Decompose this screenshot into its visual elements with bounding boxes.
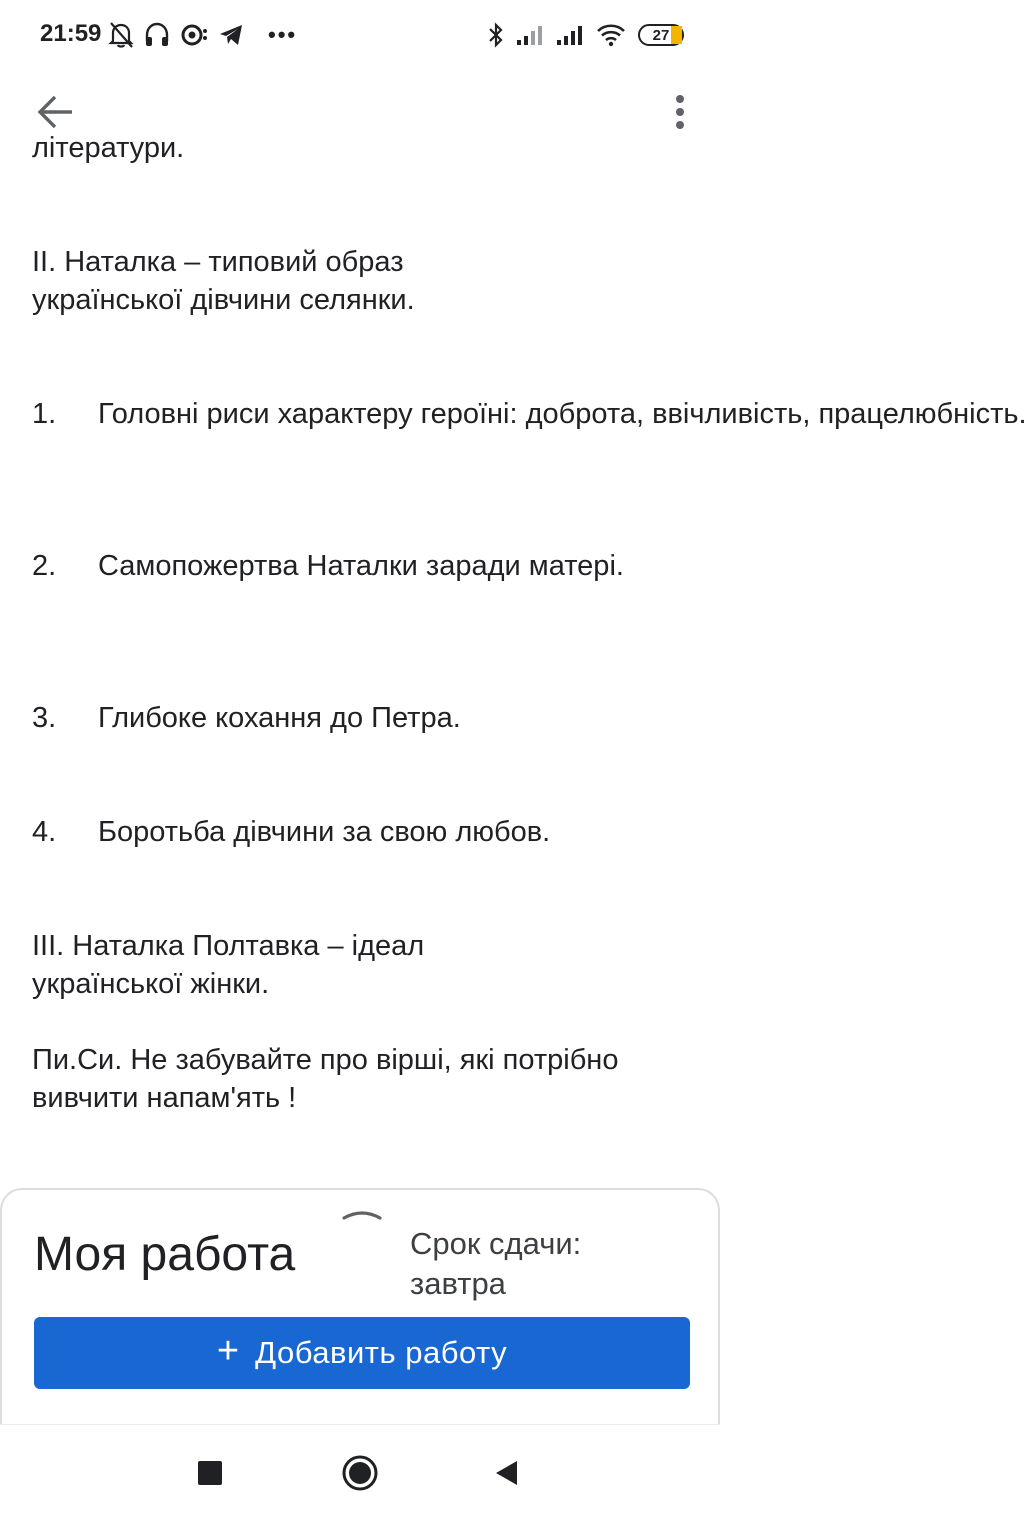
- record-icon: [180, 21, 208, 49]
- text-line: Пи.Си. Не забувайте про вірші, які потрібно: [32, 1044, 619, 1076]
- assignment-description[interactable]: [0, 132, 1027, 1192]
- list-item-number: 4.: [32, 816, 57, 848]
- signal-icon: [516, 24, 544, 46]
- telegram-icon: [218, 22, 244, 48]
- text-line: української жінки.: [32, 968, 270, 1000]
- list-item-text: доброта, ввічливість, працелюбність.: [525, 398, 1027, 430]
- expand-sheet-icon[interactable]: [342, 1204, 382, 1222]
- list-item: [32, 813, 550, 851]
- back-triangle-icon: [493, 1459, 519, 1487]
- list-item: [32, 699, 461, 737]
- status-time: 21:59: [40, 20, 102, 47]
- battery-indicator: [638, 24, 684, 46]
- home-circle-icon: [341, 1454, 379, 1492]
- list-item-text: Головні риси характеру героїні:: [98, 398, 518, 430]
- my-work-title: Моя работа: [34, 1228, 296, 1281]
- plus-icon: +: [216, 1330, 240, 1372]
- text-line: української дівчини селянки.: [32, 284, 415, 316]
- list-item: [32, 547, 624, 585]
- due-date-label: Срок сдачи:: [410, 1226, 582, 1261]
- battery-level: 27: [652, 26, 670, 44]
- headphones-icon: [144, 21, 170, 49]
- status-bar: [0, 0, 720, 70]
- recents-button[interactable]: [186, 1449, 234, 1497]
- partial-text-line: [32, 129, 692, 167]
- nav-back-button[interactable]: [482, 1449, 530, 1497]
- list-item: [32, 395, 1027, 433]
- text-line: літератури.: [32, 132, 185, 164]
- text-line: вивчити напам'ять !: [32, 1082, 297, 1114]
- add-work-button-label: Добавить работу: [255, 1335, 508, 1370]
- recents-square-icon: [197, 1460, 223, 1486]
- list-item-number: 2.: [32, 550, 57, 582]
- status-system-icons: [488, 20, 684, 50]
- list-item-text: Боротьба дівчини за свою любов.: [98, 816, 551, 848]
- signal-icon: [556, 24, 584, 46]
- text-line: ІІ. Наталка – типовий образ: [32, 246, 404, 278]
- list-item-number: 1.: [32, 398, 57, 430]
- my-work-sheet: [0, 1188, 720, 1424]
- wifi-icon: [596, 23, 626, 47]
- arrow-back-icon: [37, 95, 75, 129]
- list-item-text: Глибоке кохання до Петра.: [98, 702, 461, 734]
- more-vert-icon: [675, 94, 685, 130]
- due-date-value: завтра: [410, 1266, 506, 1301]
- battery-fill: [671, 26, 682, 44]
- more-notifications-indicator: •••: [268, 22, 298, 47]
- due-date: [410, 1224, 650, 1304]
- system-navigation-bar: [0, 1424, 720, 1520]
- bell-off-icon: [108, 21, 134, 49]
- status-notification-icons: [108, 20, 297, 50]
- bluetooth-icon: [488, 22, 504, 48]
- add-work-button[interactable]: [34, 1317, 690, 1389]
- section-2-paragraph: [32, 243, 692, 319]
- text-line: ІІІ. Наталка Полтавка – ідеал: [32, 930, 425, 962]
- ps-paragraph: [32, 1041, 692, 1117]
- list-item-text: матері.: [528, 550, 624, 582]
- home-button[interactable]: [336, 1449, 384, 1497]
- list-item-text: Самопожертва Наталки заради: [98, 550, 521, 582]
- section-3-paragraph: [32, 927, 692, 1003]
- list-item-number: 3.: [32, 702, 57, 734]
